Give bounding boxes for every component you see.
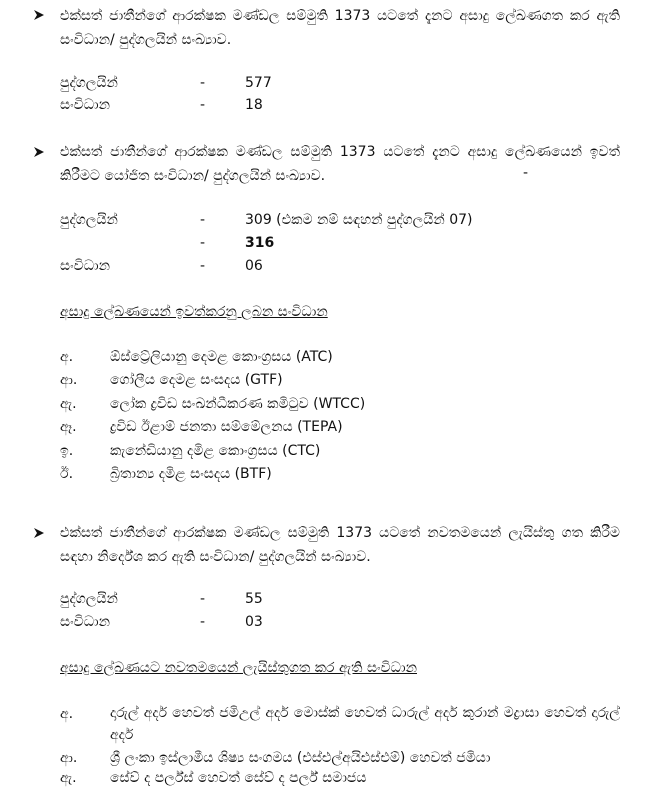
list-item: ඕස්ට්‍රේලියානු දෙමළ කොංග්‍රසය (ATC) (110, 349, 333, 365)
arrow-bullet-icon (33, 146, 45, 158)
row-label: පුද්ගලයින් (60, 75, 118, 91)
trailing-dash: - (523, 165, 529, 181)
list-marker: ආ. (60, 750, 78, 766)
row-dash: - (200, 235, 206, 251)
row-dash: - (200, 614, 206, 630)
section2-text: එක්සත් ජාතීන්ගේ ආරක්ෂක මණ්ඩල සම්මුති 1373 යටතේ දැනට අසාදු ලේඛණයෙන් ඉවත් කිරීමට යෝජිත සංවිධාන/ පුද්ගලයින් සංඛ්‍යාව. (60, 144, 620, 184)
list-marker: ඇ. (60, 770, 77, 786)
row-dash: - (200, 591, 206, 607)
list-item: ද්‍රවිඩ ඊළාම් ජනතා සම්මේලනය (TEPA) (110, 419, 343, 435)
row-value: 55 (245, 591, 263, 607)
row-dash: - (200, 75, 206, 91)
list-item: බ්‍රිතාන්‍ය දමිළ සංසදය (BTF) (110, 466, 272, 482)
list-marker: ඉ. (60, 443, 74, 459)
list-item: ශ්‍රී ලංකා ඉස්ලාමීය ශිෂ්‍ය සංගමය (එස්එල්අයිඑස්එම්) හෙවත් ජමියා (110, 750, 491, 766)
row-label: පුද්ගලයින් (60, 212, 118, 228)
row-dash: - (200, 258, 206, 274)
row-dash: - (200, 212, 206, 228)
row-label: සංවිධාන (60, 614, 111, 630)
row-value: 577 (245, 75, 272, 91)
row-value-total: 316 (245, 235, 275, 251)
list-marker: ඈ. (60, 419, 77, 435)
row-label: සංවිධාන (60, 97, 111, 113)
row-value: 309 (එකම නම් සඳහන් පුද්ගලයින් 07) (245, 212, 473, 228)
row-dash: - (200, 97, 206, 113)
section1-text: එක්සත් ජාතීන්ගේ ආරක්ෂක මණ්ඩල සම්මුති 1373 යටතේ දැනට අසාදු ලේඛණගත කර ඇති සංවිධාන/ පුද්ගලයින් සංඛ්‍යාව. (60, 8, 620, 48)
arrow-bullet-icon (33, 527, 45, 539)
section2-heading: අසාදු ලේඛණයෙන් ඉවත්කරනු ලබන සංවිධාන (60, 304, 328, 320)
list-item: ගෝලීය දෙමළ සංසදය (GTF) (110, 372, 283, 388)
list-item: ලෝක ද්‍රවිඩ සංඛන්ධීකරණ කමිටුව (WTCC) (110, 396, 366, 412)
list-item: සේව් ද පර්ල්ස් හෙවත් සේව් ද පර්ල් සමාජය (110, 770, 367, 786)
list-marker: ඇ. (60, 396, 77, 412)
list-marker: අ. (60, 706, 74, 722)
row-value: 03 (245, 614, 263, 630)
list-item: කැනේඩියානු දමිළ කොංග්‍රසය (CTC) (110, 443, 321, 459)
section3-text: එක්සත් ජාතීන්ගේ ආරක්ෂක මණ්ඩල සම්මුති 1373 යටතේ නවතමයෙන් ලැයිස්තු ගත කිරීම සඳහා නිර්දේශ කර ඇති සංවිධාන/ පුද්ගලයින් සංඛ්‍යාව. (60, 525, 620, 565)
row-label: පුද්ගලයින් (60, 591, 118, 607)
row-value: 06 (245, 258, 263, 274)
arrow-bullet-icon (33, 9, 45, 21)
row-label: සංවිධාන (60, 258, 111, 274)
list-marker: ඊ. (60, 466, 74, 482)
row-value: 18 (245, 97, 263, 113)
list-marker: අ. (60, 349, 74, 365)
list-marker: ආ. (60, 372, 78, 388)
section3-heading: අසාදු ලේඛණයට නවතමයෙන් ලැයිස්තුගත කර ඇති සංවිධාන (60, 660, 417, 676)
list-item: දාරුල් අදර් හෙවත් ජමිඋල් අදර් මොස්ක් හෙවත් ධාරුල් අදර් කුරාන් මද්‍රාසා හෙවත් දාරුල් අදර් (110, 705, 620, 743)
